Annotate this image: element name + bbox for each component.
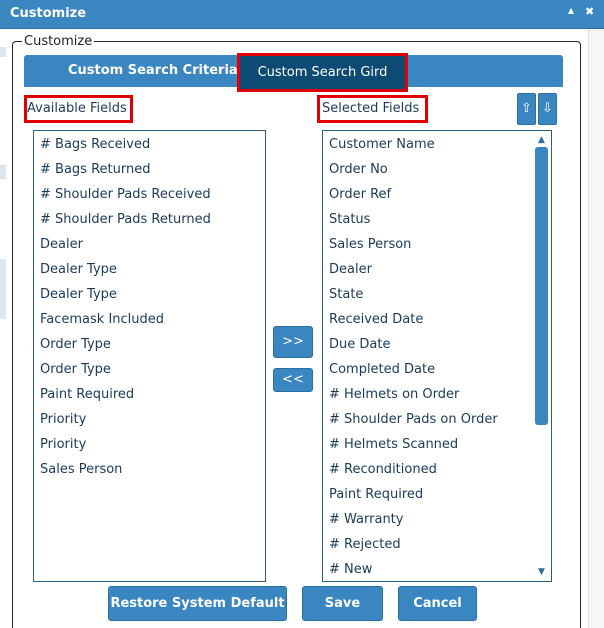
- add-to-selected-button[interactable]: >>: [273, 326, 313, 358]
- list-item[interactable]: Dealer Type: [40, 287, 117, 302]
- selected-fields-label: Selected Fields: [322, 101, 420, 116]
- background-left-strip: [0, 29, 12, 628]
- list-item[interactable]: Status: [329, 212, 371, 227]
- move-up-button[interactable]: [517, 93, 536, 125]
- selected-list-scrollbar[interactable]: [532, 131, 551, 581]
- tab-bar: [24, 55, 563, 87]
- list-item[interactable]: Dealer: [329, 262, 372, 277]
- list-item[interactable]: # Helmets on Order: [329, 387, 460, 402]
- background-right-strip: [588, 29, 604, 628]
- collapse-icon[interactable]: ▴: [568, 3, 575, 17]
- list-item[interactable]: # Rejected: [329, 537, 401, 552]
- list-item[interactable]: Dealer: [40, 237, 83, 252]
- list-item[interactable]: Paint Required: [329, 487, 424, 502]
- save-button[interactable]: Save: [302, 586, 383, 621]
- list-item[interactable]: State: [329, 287, 364, 302]
- list-item[interactable]: # Warranty: [329, 512, 404, 527]
- list-item[interactable]: # Shoulder Pads on Order: [329, 412, 498, 427]
- list-item[interactable]: Order Type: [40, 337, 111, 352]
- tab-custom-search-criteria[interactable]: Custom Search Criteria: [68, 63, 238, 78]
- list-item[interactable]: Sales Person: [40, 462, 123, 477]
- list-item[interactable]: Customer Name: [329, 137, 435, 152]
- tab-custom-search-grid[interactable]: Custom Search Gird: [240, 56, 405, 89]
- scrollbar-thumb[interactable]: [535, 147, 548, 425]
- dialog-titlebar: [0, 0, 604, 29]
- available-fields-list[interactable]: [33, 130, 266, 582]
- list-item[interactable]: Completed Date: [329, 362, 436, 377]
- list-item[interactable]: Dealer Type: [40, 262, 117, 277]
- fieldset-legend: Customize: [24, 34, 93, 49]
- move-up-arrow-icon: ⇧: [521, 101, 532, 116]
- scroll-up-arrow-icon[interactable]: ▲: [538, 135, 545, 145]
- list-item[interactable]: Order No: [329, 162, 388, 177]
- list-item[interactable]: Priority: [40, 412, 87, 427]
- cancel-button[interactable]: Cancel: [398, 586, 477, 621]
- list-item[interactable]: Received Date: [329, 312, 424, 327]
- close-icon[interactable]: ✖: [585, 5, 595, 18]
- selected-fields-list[interactable]: [322, 130, 552, 582]
- list-item[interactable]: Order Type: [40, 362, 111, 377]
- move-down-arrow-icon: ⇩: [542, 101, 553, 116]
- list-item[interactable]: # Shoulder Pads Received: [40, 187, 211, 202]
- list-item[interactable]: # New: [329, 562, 373, 577]
- list-item[interactable]: Facemask Included: [40, 312, 165, 327]
- remove-from-selected-button[interactable]: <<: [273, 368, 313, 392]
- list-item[interactable]: # Shoulder Pads Returned: [40, 212, 211, 227]
- list-item[interactable]: Due Date: [329, 337, 391, 352]
- available-fields-label: Available Fields: [27, 101, 127, 116]
- list-item[interactable]: # Bags Received: [40, 137, 151, 152]
- move-down-button[interactable]: [538, 93, 557, 125]
- restore-system-default-button[interactable]: Restore System Default: [108, 586, 287, 621]
- dialog-title: Customize: [10, 6, 87, 21]
- scroll-down-arrow-icon[interactable]: ▼: [538, 567, 545, 577]
- list-item[interactable]: # Reconditioned: [329, 462, 437, 477]
- list-item[interactable]: # Helmets Scanned: [329, 437, 459, 452]
- list-item[interactable]: Order Ref: [329, 187, 392, 202]
- list-item[interactable]: Paint Required: [40, 387, 135, 402]
- list-item[interactable]: Sales Person: [329, 237, 412, 252]
- list-item[interactable]: # Bags Returned: [40, 162, 151, 177]
- list-item[interactable]: Priority: [40, 437, 87, 452]
